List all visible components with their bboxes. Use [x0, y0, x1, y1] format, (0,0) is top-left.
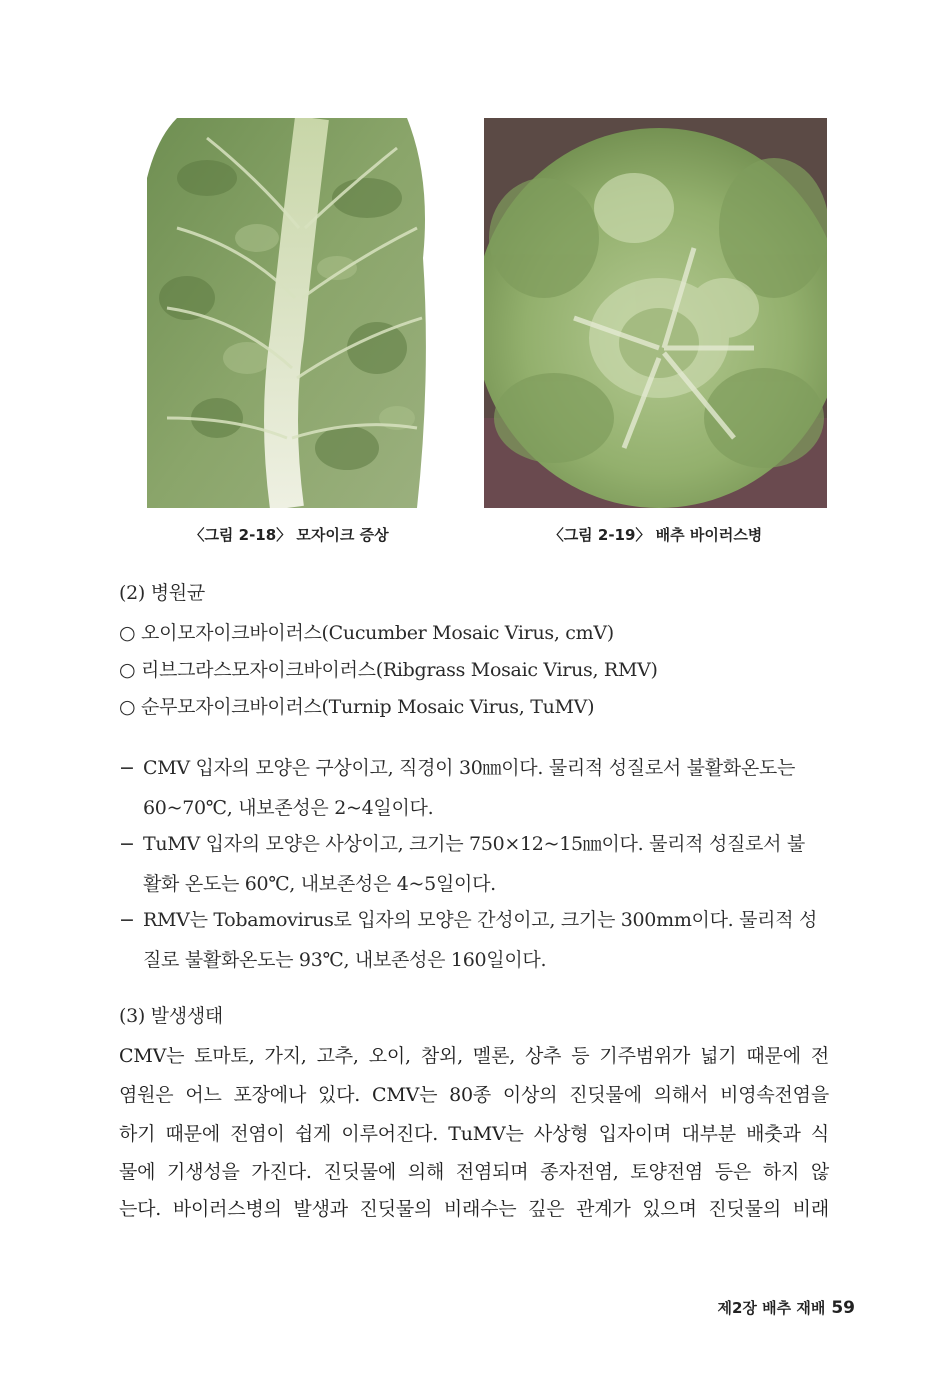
paragraph-line: 염원은 어느 포장에나 있다. CMV는 80종 이상의 진딧물에 의해서 비영속전염을: [119, 1084, 829, 1106]
dash-item-rmv: [119, 907, 831, 973]
dash-mark: −: [119, 909, 135, 931]
figure-caption: 〈그림 2-19〉 배추 바이러스병: [548, 526, 763, 544]
dash-item-line: 60~70℃, 내보존성은 2~4일이다.: [143, 797, 434, 819]
dash-mark: −: [119, 833, 135, 855]
section-heading-pathogen: (2) 병원균: [119, 582, 205, 604]
list-item: ○ 리브그라스모자이크바이러스(Ribgrass Mosaic Virus, RMV): [119, 659, 658, 681]
list-item: ○ 오이모자이크바이러스(Cucumber Mosaic Virus, cmV): [119, 622, 614, 644]
dash-item-cmv: [119, 755, 831, 821]
dash-item-line: TuMV 입자의 모양은 사상이고, 크기는 750×12~15㎚이다. 물리적 성질로서 불: [143, 833, 805, 855]
dash-item-line: RMV는 Tobamovirus로 입자의 모양은 간성이고, 크기는 300mm이다. 물리적 성: [143, 909, 818, 931]
section-heading-ecology: (3) 발생생태: [119, 1005, 223, 1027]
paragraph-line: 는다. 바이러스병의 발생과 진딧물의 비래수는 깊은 관계가 있으며 진딧물의 비래: [119, 1198, 829, 1220]
paragraph-line: CMV는 토마토, 가지, 고추, 오이, 참외, 멜론, 상추 등 기주범위가 넓기 때문에 전: [119, 1045, 829, 1067]
page-number: 59: [831, 1298, 855, 1318]
paragraph-line: 물에 기생성을 가진다. 진딧물에 의해 전염되며 종자전염, 토양전염 등은 하지 않: [119, 1161, 829, 1183]
dash-mark: −: [119, 757, 135, 779]
figure-cabbage-virus-photo: [484, 118, 827, 508]
figure-mosaic-leaf-photo: [147, 118, 431, 508]
chapter-title: 제2장 배추 재배: [717, 1299, 826, 1317]
figure-caption: 〈그림 2-18〉 모자이크 증상: [189, 526, 389, 544]
paragraph-line: 하기 때문에 전염이 쉽게 이루어진다. TuMV는 사상형 입자이며 대부분 배춧과 식: [119, 1123, 829, 1145]
page-footer: [718, 1297, 856, 1318]
dash-item-line: 활화 온도는 60℃, 내보존성은 4~5일이다.: [143, 873, 496, 895]
list-item: ○ 순무모자이크바이러스(Turnip Mosaic Virus, TuMV): [119, 696, 595, 718]
dash-item-line: 질로 불활화온도는 93℃, 내보존성은 160일이다.: [143, 949, 547, 971]
dash-item-tumv: [119, 831, 831, 897]
dash-item-line: CMV 입자의 모양은 구상이고, 직경이 30㎚이다. 물리적 성질로서 불활화온도는: [143, 757, 795, 779]
